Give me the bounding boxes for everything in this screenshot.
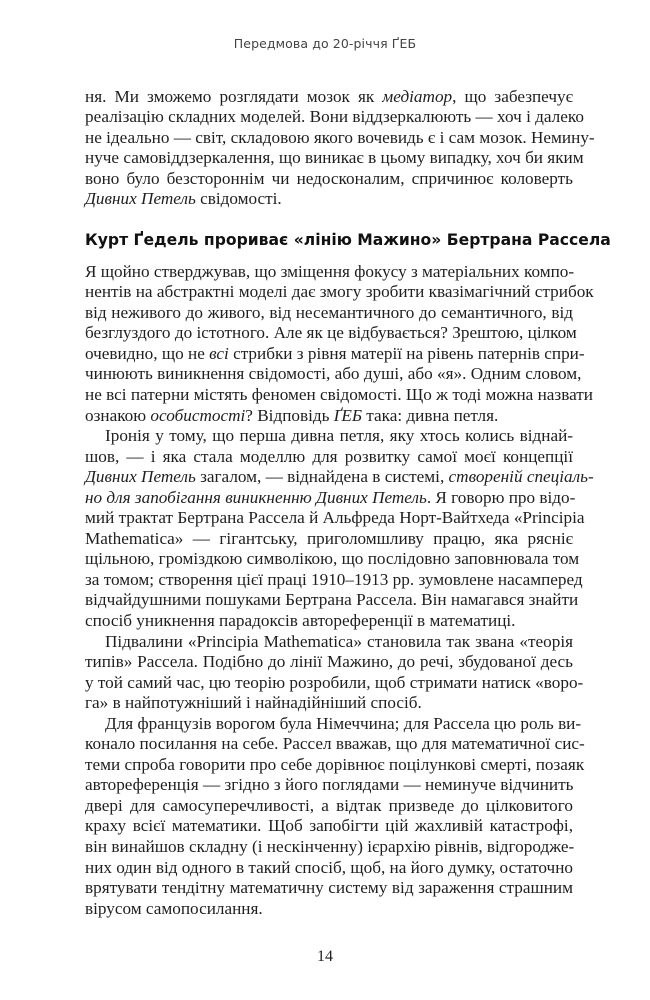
- text-line: [85, 364, 582, 385]
- text-run: двері для самосуперечливості, а відтак призведе до цілковитого: [85, 795, 573, 815]
- text-line: [85, 858, 573, 879]
- text-run: ня. Ми зможемо розглядати мозок як: [85, 86, 383, 106]
- text-line: [85, 796, 573, 817]
- text-run: Mathematica» — гігантську, приголомшливу працю, яка рясніє: [85, 528, 573, 548]
- text-line: [85, 487, 576, 509]
- text-line: [85, 611, 573, 632]
- text-run: безглуздого до істотного. Але як це відбувається? Зрештою, цілком: [85, 323, 577, 343]
- text-run: краху всієї математики. Щоб запобігти цій жахливій катастрофі,: [85, 816, 573, 836]
- text-line: [85, 426, 573, 447]
- text-run: ? Відповідь: [245, 405, 334, 425]
- italic-text: ҐЕБ: [333, 405, 362, 425]
- text-line: [85, 672, 584, 694]
- text-line: [85, 343, 585, 365]
- text-line: [85, 816, 573, 837]
- text-run: , що забезпечує: [452, 86, 573, 106]
- italic-text: особистості: [150, 405, 246, 425]
- text-line: [85, 107, 584, 128]
- italic-text: створеній спеціаль-: [448, 467, 594, 487]
- text-run: не всі патерни містять феномен свідомості. Що ж тоді можна назвати: [85, 384, 593, 404]
- text-run: вірусом самопосилання.: [85, 898, 263, 918]
- text-run: нуче самовіддзеркалення, що виникає в цьому випадку, хоч би яким: [85, 148, 584, 168]
- running-head: Передмова до 20-річчя ҐЕБ: [233, 36, 417, 51]
- text-line: [85, 775, 573, 796]
- text-line: [85, 837, 573, 858]
- text-line: [85, 569, 583, 591]
- text-line: [85, 87, 573, 108]
- text-run: ознакою: [85, 405, 151, 425]
- text-run: за томом; створення цієї праці 1910–1913 рр. зумовлене насамперед: [85, 569, 583, 589]
- text-run: конало посилання на себе. Рассел вважав, що для математичної сис-: [85, 734, 585, 754]
- section-heading: Курт Ґедель прориває «лінію Мажино» Бертрана Рассела: [85, 231, 611, 249]
- text-line: [85, 878, 573, 899]
- paragraph: [85, 713, 585, 919]
- text-run: така: дивна петля.: [361, 405, 499, 425]
- text-run: . Я говорю про відо-: [426, 487, 576, 507]
- text-run: відчайдушними пошуками Бертрана Рассела. Він намагався знайти: [85, 590, 579, 610]
- text-run: нентів на абстрактні моделі дає змогу зробити квазімагічний стрибок: [85, 282, 594, 302]
- text-line: [85, 169, 573, 190]
- text-line: [85, 282, 594, 303]
- text-line: [85, 529, 573, 550]
- paragraph: [85, 631, 584, 714]
- text-line: [85, 693, 573, 714]
- text-line: [85, 189, 573, 210]
- text-run: типів» Рассела. Подібно до лінії Мажино, до речі, збудованої десь: [85, 652, 573, 672]
- italic-text: но для запобігання виникненню Дивних Петель: [85, 487, 427, 507]
- text-run: загалом, — віднайдена в системі,: [195, 467, 449, 487]
- text-line: [85, 406, 573, 427]
- text-run: шов, — і яка стала моделлю для розвитку самої моєї концепції: [85, 446, 573, 466]
- text-line: [85, 148, 584, 169]
- paragraph: [85, 86, 595, 210]
- text-run: щільною, громіздкою символікою, що послідовно заповнювала том: [85, 549, 580, 569]
- text-line: [85, 899, 573, 920]
- italic-text: Дивних Петель: [85, 467, 196, 487]
- paragraph: [85, 261, 594, 426]
- text-run: чинюють виникнення свідомості, або душі, або «я». Одним словом,: [85, 364, 582, 384]
- text-line: [85, 754, 585, 776]
- text-run: врятувати тендітну математичну систему від зараження страшним: [85, 878, 573, 898]
- text-run: Для французів ворогом була Німеччина; для Рассела цю роль ви-: [105, 713, 582, 733]
- text-line: [85, 127, 595, 149]
- text-run: спосіб уникнення парадоксів автореференції в математиці.: [85, 610, 516, 630]
- text-line: [85, 713, 582, 735]
- text-run: очевидно, що не: [85, 343, 210, 363]
- text-run: Підвалини «Principia Mathematica» становила так звана «теорія: [105, 631, 573, 651]
- text-line: [85, 590, 579, 611]
- italic-text: медіатор: [382, 86, 453, 106]
- text-run: них один від одного в такий спосіб, щоб, на його думку, остаточно: [85, 857, 573, 877]
- text-line: [85, 447, 573, 468]
- text-run: Я щойно стверджував, що зміщення фокусу з матеріальних компо-: [85, 261, 575, 281]
- text-run: стрибки з рівня матерії на рівень патернів спри-: [228, 343, 585, 363]
- text-line: [85, 467, 594, 488]
- paragraph: [85, 426, 594, 631]
- text-run: він винайшов складну (і нескінченну) ієрархію рівнів, відгородже-: [85, 837, 575, 856]
- body-text: [85, 261, 594, 920]
- text-run: свідомості.: [195, 189, 282, 209]
- text-run: від неживого до живого, від несемантичного до семантичного, від: [85, 302, 573, 322]
- text-line: [85, 632, 573, 653]
- page-number: 14: [317, 948, 333, 965]
- text-line: [85, 262, 573, 283]
- text-run: воно було безстороннім чи недосконалим, спричинює коловерть: [85, 168, 573, 188]
- text-run: автореференція — згідно з його поглядами — неминуче відчинить: [85, 775, 574, 795]
- text-run: у той самий час, цю теорію розробили, щоб стримати натиск «воро-: [85, 672, 584, 692]
- text-run: реалізацію складних моделей. Вони віддзеркалюють — хоч і далеко: [85, 107, 584, 127]
- text-line: [85, 549, 580, 570]
- text-line: [85, 384, 593, 406]
- text-run: теми спроба говорити про себе дорівнює поцілункові смерті, позаяк: [85, 754, 585, 774]
- italic-text: всі: [209, 343, 229, 363]
- paragraph-continuation: [85, 86, 595, 210]
- text-line: [85, 508, 585, 529]
- text-line: [85, 323, 577, 344]
- text-run: га» в найпотужніший і найнадійніший спосіб.: [85, 693, 422, 713]
- italic-text: Дивних Петель: [85, 189, 196, 209]
- text-line: [85, 652, 573, 673]
- text-line: [85, 303, 573, 324]
- text-run: Іронія у тому, що перша дивна петля, яку хтось колись віднай-: [105, 426, 573, 446]
- text-run: мий трактат Бертрана Рассела й Альфреда Норт-Вайтхеда «Principia: [85, 508, 585, 528]
- text-line: [85, 734, 585, 755]
- text-run: не ідеально — світ, складовою якого вочевидь є і сам мозок. Немину-: [85, 127, 595, 147]
